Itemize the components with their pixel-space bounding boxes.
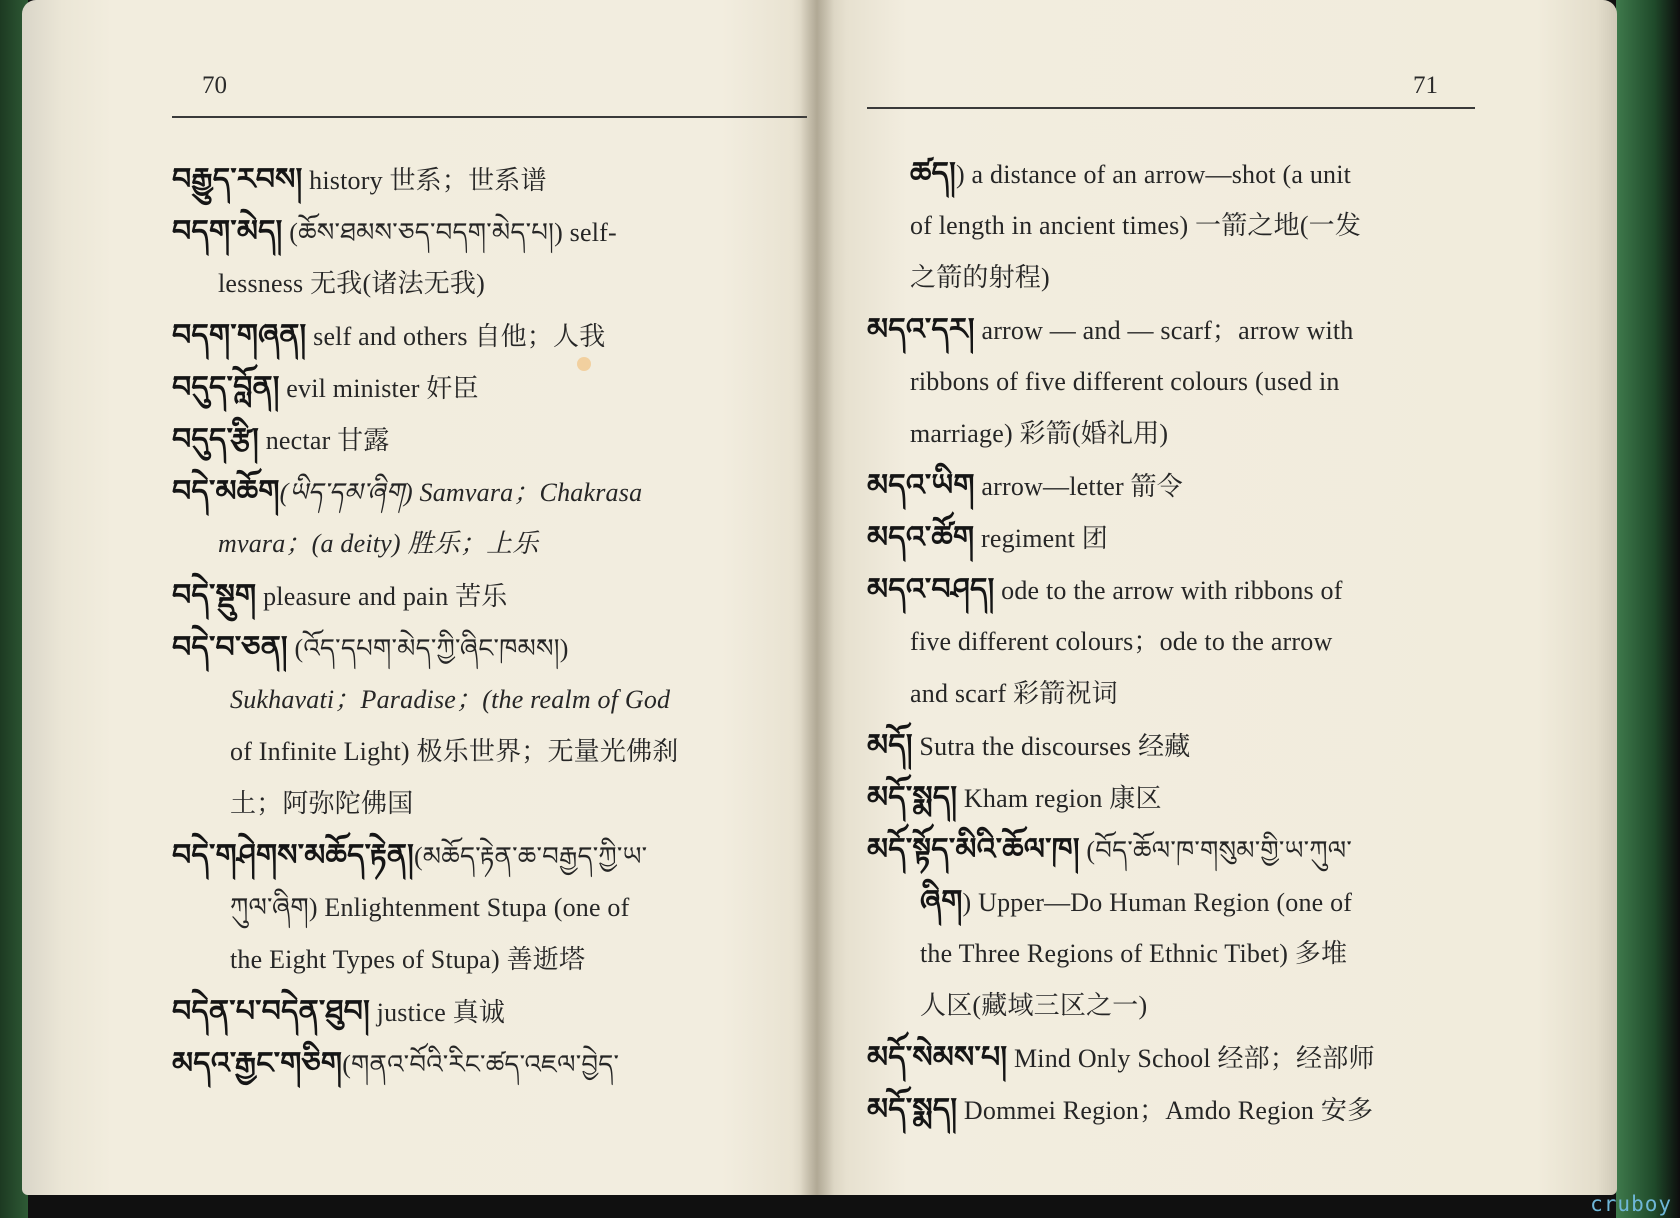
tibetan-headword: མདོ་སེམས་པ།	[867, 1040, 1008, 1075]
gloss-text: Kham region 康区	[957, 784, 1162, 813]
page-number-left: 70	[202, 72, 227, 99]
gloss-text: five different colours；ode to the arrow	[910, 627, 1333, 656]
dictionary-line	[867, 880, 1479, 932]
gloss-text: marriage) 彩箭(婚礼用)	[910, 419, 1169, 448]
tibetan-headword: མདའ་དར།	[867, 312, 975, 347]
dictionary-line	[172, 574, 812, 626]
dictionary-line	[867, 516, 1479, 568]
dictionary-line	[172, 730, 812, 782]
dictionary-line	[172, 262, 812, 314]
watermark-text: cruboy	[1590, 1192, 1672, 1216]
dictionary-line	[867, 620, 1479, 672]
tibetan-headword: ཞིག	[920, 884, 963, 919]
tibetan-headword: བདག་མེད།	[172, 214, 283, 249]
gloss-text: of Infinite Light) 极乐世界；无量光佛刹	[230, 737, 679, 766]
gloss-text: ode to the arrow with ribbons of	[994, 576, 1343, 605]
dictionary-line	[867, 1036, 1479, 1088]
left-page	[22, 0, 817, 1195]
tibetan-headword: མདོ་སྨད།	[867, 780, 958, 815]
gloss-text: the Eight Types of Stupa) 善逝塔	[230, 945, 586, 974]
gloss-text: lessness 无我(诸法无我)	[218, 269, 485, 298]
tibetan-headword: བདེ་སྡུག	[172, 578, 257, 613]
tibetan-headword: མདོ་སྨད།	[867, 1092, 958, 1127]
dictionary-line	[172, 314, 812, 366]
gloss-text: nectar 甘露	[259, 426, 390, 455]
gloss-text: (གནའ་བོའི་རིང་ཚད་འཇལ་བྱེད་	[342, 1050, 620, 1079]
gloss-text: 土；阿弥陀佛国	[230, 789, 414, 818]
gloss-text: and scarf 彩箭祝词	[910, 679, 1118, 708]
dictionary-line	[867, 464, 1479, 516]
gloss-text: (ཆོས་ཐམས་ཅད་བདག་མེད་པ།) self-	[282, 218, 617, 247]
gloss-text: (འོད་དཔག་མེད་ཀྱི་ཞིང་ཁམས།)	[287, 634, 569, 663]
gloss-text: arrow — and — scarf；arrow with	[974, 316, 1354, 345]
dictionary-line	[172, 990, 812, 1042]
dictionary-line	[867, 204, 1479, 256]
gloss-text: of length in ancient times) 一箭之地(一发	[910, 211, 1362, 240]
gloss-text: regiment 团	[974, 524, 1108, 553]
tibetan-headword: བདེ་གཤེགས་མཆོད་རྟེན།	[172, 838, 414, 873]
gloss-text: history 世系；世系谱	[302, 166, 547, 195]
gloss-text: justice 真诚	[369, 998, 506, 1027]
gloss-text: Sutra the discourses 经藏	[912, 732, 1191, 761]
dictionary-line	[172, 626, 812, 678]
dictionary-line	[867, 308, 1479, 360]
gloss-text: Dommei Region；Amdo Region 安多	[957, 1096, 1374, 1125]
gloss-text: Sukhavati；Paradise；(the realm of God	[230, 685, 671, 714]
tibetan-headword: ཚད།	[910, 156, 956, 191]
dictionary-line	[867, 412, 1479, 464]
header-rule-right	[867, 107, 1475, 109]
page-number-right: 71	[1413, 72, 1438, 99]
gloss-text: (མཆོད་རྟེན་ཆ་བརྒྱད་ཀྱི་ཡ་	[413, 842, 648, 871]
dictionary-line	[172, 886, 812, 938]
gloss-text: Mind Only School 经部；经部师	[1007, 1044, 1375, 1073]
dictionary-line	[867, 152, 1479, 204]
dictionary-line	[867, 776, 1479, 828]
gloss-text: the Three Regions of Ethnic Tibet) 多堆	[920, 939, 1348, 968]
tibetan-headword: མདའ་རྒྱང་གཅིག	[172, 1046, 343, 1081]
gloss-text: mvara；(a deity) 胜乐；上乐	[218, 529, 539, 558]
dictionary-line	[172, 678, 812, 730]
tibetan-headword: མདོ།	[867, 728, 913, 763]
dictionary-line	[172, 834, 812, 886]
gloss-text: (ཡིད་དམ་ཞིག) Samvara；Chakrasa	[279, 478, 643, 507]
left-page-entries	[172, 158, 812, 1094]
dictionary-line	[867, 932, 1479, 984]
dictionary-line	[172, 470, 812, 522]
tibetan-headword: བདེན་པ་བདེན་ཐུབ།	[172, 994, 370, 1029]
dictionary-line	[867, 672, 1479, 724]
dictionary-line	[172, 938, 812, 990]
gloss-text: 之箭的射程)	[910, 263, 1050, 292]
dictionary-line	[172, 366, 812, 418]
dictionary-line	[867, 828, 1479, 880]
gloss-text: arrow—letter 箭令	[974, 472, 1183, 501]
dictionary-line	[867, 724, 1479, 776]
gloss-text: evil minister 奸臣	[279, 374, 479, 403]
gloss-text: (བོད་ཆོལ་ཁ་གསུམ་གྱི་ཡ་ཀུལ་	[1079, 836, 1353, 865]
dictionary-line	[172, 522, 812, 574]
dictionary-line	[867, 568, 1479, 620]
dictionary-line	[867, 1088, 1479, 1140]
tibetan-headword: བརྒྱུད་རབས།	[172, 162, 303, 197]
dictionary-line	[172, 1042, 812, 1094]
tibetan-headword: བདུད་བློན།	[172, 370, 280, 405]
tibetan-headword: བདག་གཞན།	[172, 318, 307, 353]
dictionary-line	[172, 782, 812, 834]
dictionary-line	[867, 360, 1479, 412]
tibetan-headword: མདོ་སྟོད་མིའི་ཆོལ་ཁ།	[867, 832, 1080, 867]
gloss-text: ཀུལ་ཞིག) Enlightenment Stupa (one of	[230, 893, 630, 922]
tibetan-headword: བདུད་རྩི།	[172, 422, 260, 457]
tibetan-headword: མདའ་བཤད།	[867, 572, 995, 607]
gloss-text: pleasure and pain 苦乐	[256, 582, 508, 611]
tibetan-headword: མདའ་ཚོག	[867, 520, 975, 555]
tibetan-headword: བདེ་མཆོག	[172, 474, 280, 509]
tibetan-headword: མདའ་ཡིག	[867, 468, 975, 503]
right-page	[817, 0, 1617, 1195]
header-rule-left	[172, 116, 807, 118]
tibetan-headword: བདེ་བ་ཅན།	[172, 630, 288, 665]
right-page-entries	[867, 152, 1479, 1140]
dictionary-line	[172, 418, 812, 470]
gloss-text: ribbons of five different colours (used in	[910, 367, 1340, 396]
gloss-text: 人区(藏域三区之一)	[920, 991, 1148, 1020]
gloss-text: self and others 自他；人我	[306, 322, 606, 351]
paper-stain	[577, 357, 591, 371]
gloss-text: ) Upper—Do Human Region (one of	[962, 888, 1353, 917]
dictionary-line	[867, 984, 1479, 1036]
book-gutter	[800, 0, 834, 1195]
gloss-text: ) a distance of an arrow—shot (a unit	[956, 160, 1352, 189]
book-cover-right-edge	[1616, 0, 1680, 1218]
dictionary-line	[172, 158, 812, 210]
dictionary-line	[172, 210, 812, 262]
dictionary-line	[867, 256, 1479, 308]
